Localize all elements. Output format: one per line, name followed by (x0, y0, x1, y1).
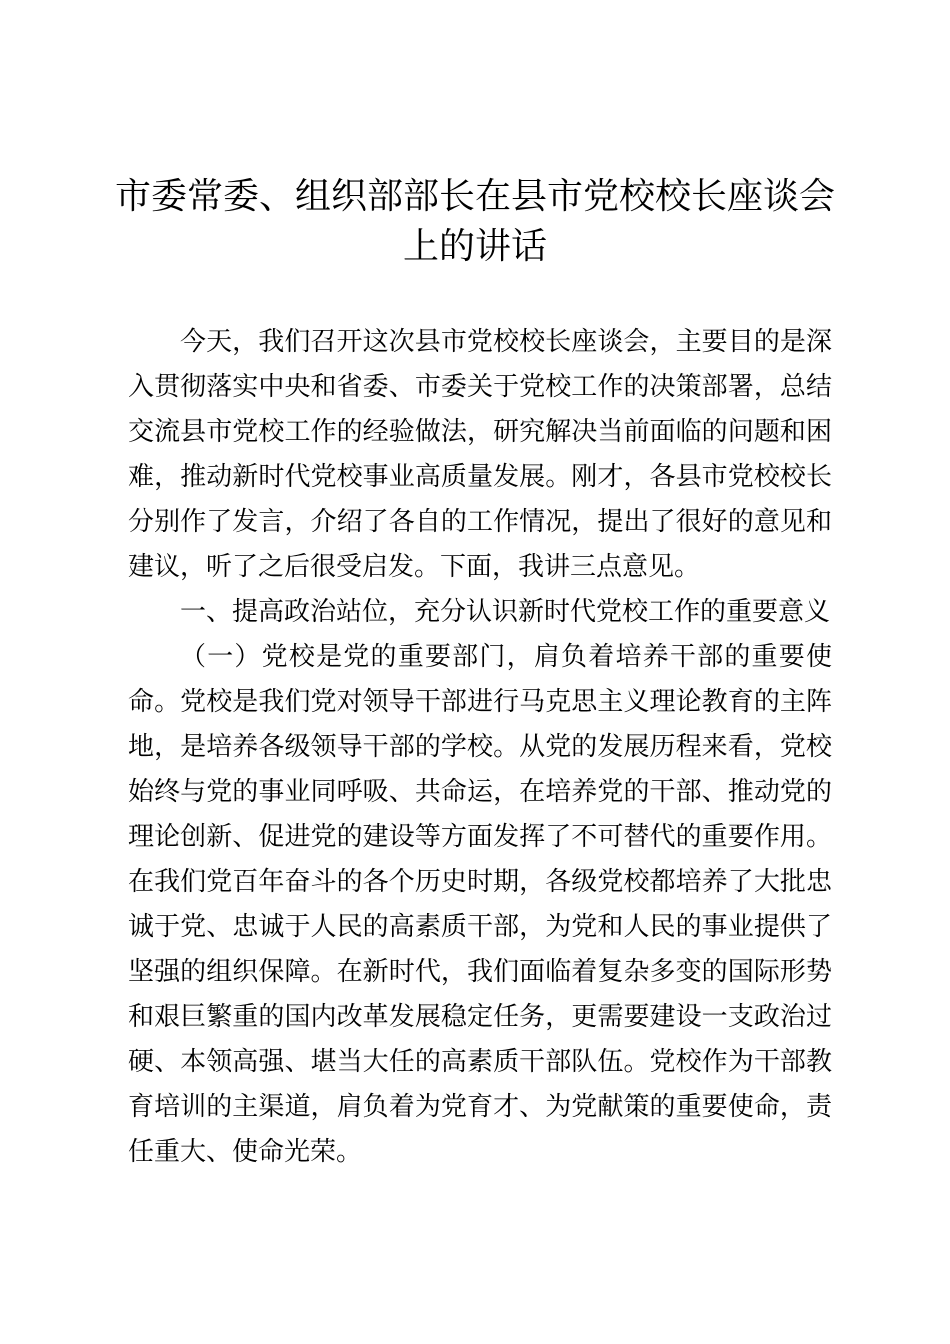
document-body (128, 320, 832, 1175)
document-title: 市委常委、组织部部长在县市党校校长座谈会上的讲话 (114, 176, 835, 267)
section-heading-1: 一、提高政治站位，充分认识新时代党校工作的重要意义 (180, 597, 831, 627)
paragraph-intro: 今天，我们召开这次县市党校校长座谈会，主要目的是深入贯彻落实中央和省委、市委关于党校工作的决策部署，总结交流县市党校工作的经验做法，研究解决当前面临的问题和困难，推动新时代党校事业高质量发展。刚才，各县市党校校长分别作了发言，介绍了各自的工作情况，提出了很好的意见和建议，听了之后很受启发。下面，我讲三点意见。 (128, 327, 832, 582)
paragraph-subsection-1: （一）党校是党的重要部门，肩负着培养干部的重要使命。党校是我们党对领导干部进行马克思主义理论教育的主阵地，是培养各级领导干部的学校。从党的发展历程来看，党校始终与党的事业同呼吸、共命运，在培养党的干部、推动党的理论创新、促进党的建设等方面发挥了不可替代的重要作用。在我们党百年奋斗的各个历史时期，各级党校都培养了大批忠诚于党、忠诚于人民的高素质干部，为党和人民的事业提供了坚强的组织保障。在新时代，我们面临着复杂多变的国际形势和艰巨繁重的国内改革发展稳定任务，更需要建设一支政治过硬、本领高强、堪当大任的高素质干部队伍。党校作为干部教育培训的主渠道，肩负着为党育才、为党献策的重要使命，责任重大、使命光荣。 (128, 642, 832, 1167)
